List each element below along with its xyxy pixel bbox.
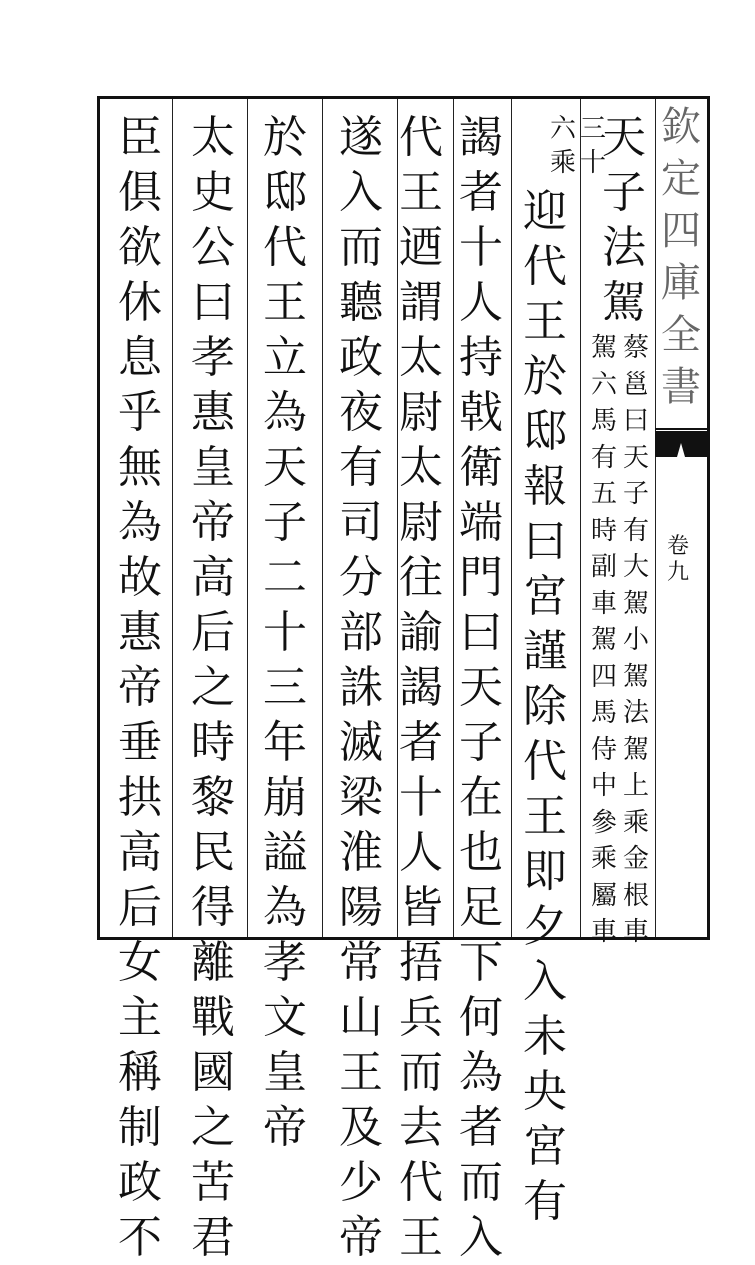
- column-rule: [511, 99, 512, 937]
- column-3-main-text: 謁 者 十 人 持 戟 衛 端 門 曰 天 子 在 也 足 下 何 為 者 而 入: [459, 112, 503, 1263]
- column-rule: [172, 99, 173, 937]
- column-rule: [580, 99, 581, 937]
- column-1-note-right: 蔡 邕 曰 天 子 有 大 駕 小 駕 法 駕 上 乘 金 根 車: [622, 333, 649, 947]
- column-6-main-text: 於 邸 代 王 立 為 天 子 二 十 三 年 崩 謚 為 孝 文 皇 帝: [263, 112, 307, 1153]
- fishtail-mark: [655, 429, 707, 459]
- note-line: 三 十: [579, 114, 606, 178]
- column-4-main-text: 代 王 迺 謂 太 尉 太 尉 往 諭 謁 者 十 人 皆 捂 兵 而 去 代 王: [399, 112, 443, 1263]
- book-title: 欽 定 四 庫 全 書: [661, 104, 701, 410]
- column-5-main-text: 遂 入 而 聽 政 夜 有 司 分 部 誅 滅 梁 淮 陽 常 山 王 及 少 帝: [339, 112, 383, 1263]
- column-8-main-text: 臣 俱 欲 休 息 乎 無 為 故 惠 帝 垂 拱 高 后 女 主 稱 制 政 不: [118, 112, 162, 1263]
- column-2-note: [548, 112, 608, 180]
- column-1-main-text: 天 子 法 駕: [602, 112, 646, 328]
- column-rule: [322, 99, 323, 937]
- margin-band: [655, 99, 707, 934]
- juan-number: 卷 九: [667, 534, 690, 585]
- column-rule: [247, 99, 248, 937]
- column-2-main-text: 迎 代 王 於 邸 報 曰 宮 謹 除 代 王 即 夕 入 未 央 宮 有: [523, 186, 567, 1227]
- note-line: 六 乘: [549, 114, 576, 178]
- column-1-note-left: 駕 六 馬 有 五 時 副 車 駕 四 馬 侍 中 參 乘 屬 車: [590, 333, 617, 947]
- column-7-main-text: 太 史 公 曰 孝 惠 皇 帝 高 后 之 時 黎 民 得 離 戰 國 之 苦 君: [191, 112, 235, 1263]
